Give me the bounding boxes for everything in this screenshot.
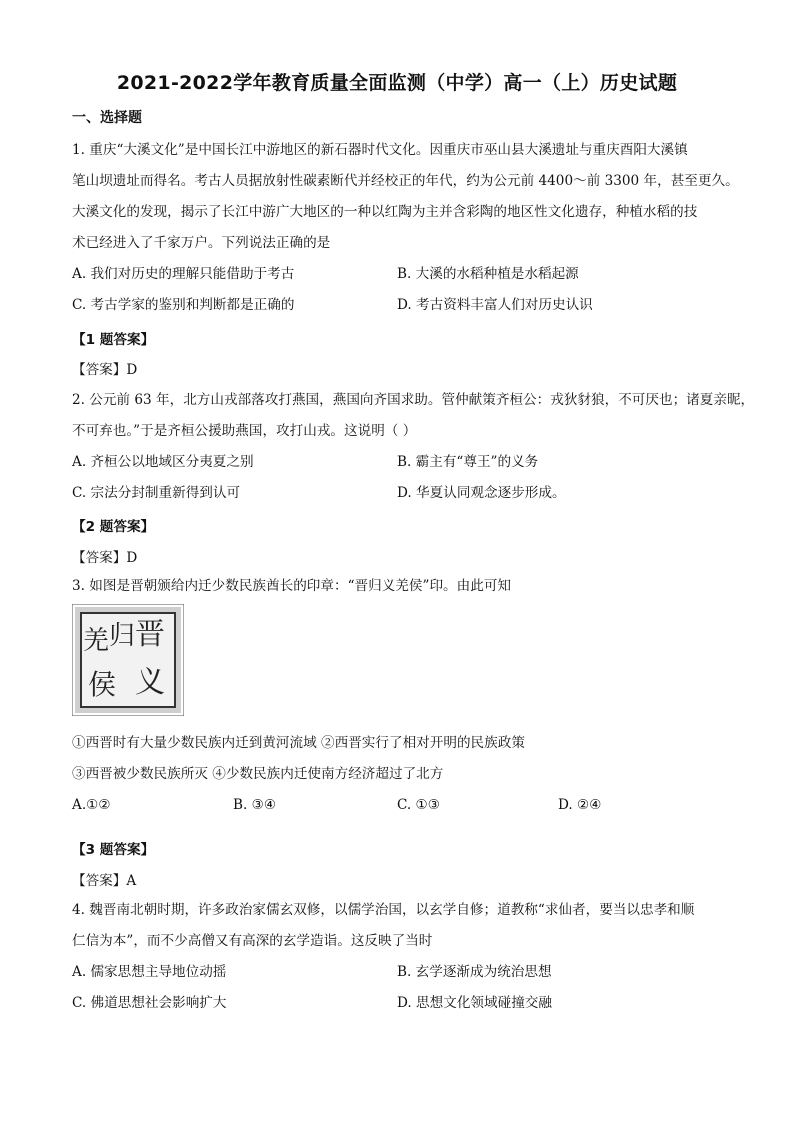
q1-line-4: 术已经进入了千家万户。下列说法正确的是 <box>72 235 331 251</box>
exam-title: 2021-2022学年教育质量全面监测（中学）高一（上）历史试题 <box>116 72 678 94</box>
seal-image <box>72 604 184 716</box>
q3-option-c: C. ①③ <box>397 797 440 813</box>
q1-answer: 【答案】D <box>72 362 138 378</box>
q2-line-1: 2. 公元前 63 年，北方山戎部落攻打燕国，燕国向齐国求助。管仲献策齐桓公：戎狄豺狼，不可厌也；诸夏亲昵， <box>72 392 755 408</box>
q4-option-b: B. 玄学逐渐成为统治思想 <box>397 964 552 980</box>
seal-char-2: 归 <box>108 621 136 651</box>
q1-option-d: D. 考古资料丰富人们对历史认识 <box>397 297 593 313</box>
q3-line-1: 3. 如图是晋朝颁给内迁少数民族酋长的印章：“晋归义羌侯”印。由此可知 <box>72 578 512 594</box>
section-heading: 一、选择题 <box>72 110 142 126</box>
q2-answer-heading: 【2 题答案】 <box>72 519 155 535</box>
q3-answer-heading: 【3 题答案】 <box>72 842 155 858</box>
q1-option-c: C. 考古学家的鉴别和判断都是正确的 <box>72 297 295 313</box>
q1-line-3: 大溪文化的发现，揭示了长江中游广大地区的一种以红陶为主并含彩陶的地区性文化遗存，种植水稻的技 <box>72 204 698 220</box>
q3-option-b: B. ③④ <box>233 797 277 813</box>
q2-option-c: C. 宗法分封制重新得到认可 <box>72 485 241 501</box>
seal-char-3: 义 <box>135 665 165 700</box>
q3-option-d: D. ②④ <box>558 797 602 813</box>
q2-option-d: D. 华夏认同观念逐步形成。 <box>397 485 566 501</box>
q3-answer: 【答案】A <box>72 873 137 889</box>
q1-option-a: A. 我们对历史的理解只能借助于考古 <box>72 266 295 282</box>
q4-option-d: D. 思想文化领域碰撞交融 <box>397 995 552 1011</box>
q3-statement-1: ①西晋时有大量少数民族内迁到黄河流域 ②西晋实行了相对开明的民族政策 <box>72 735 525 751</box>
q2-line-2: 不可弃也。”于是齐桓公援助燕国，攻打山戎。这说明（ ） <box>72 423 417 439</box>
q4-line-1: 4. 魏晋南北朝时期，许多政治家儒玄双修，以儒学治国，以玄学自修；道教称“求仙者，要当以忠孝和顺 <box>72 902 695 918</box>
seal-char-4: 羌 <box>82 626 110 656</box>
q2-option-a: A. 齐桓公以地域区分夷夏之别 <box>72 454 254 470</box>
q1-line-2: 笔山坝遗址而得名。考古人员据放射性碳素断代并经校正的年代，约为公元前 4400～前 3300 年，甚至更久。 <box>72 173 739 189</box>
q4-option-a: A. 儒家思想主导地位动摇 <box>72 964 227 980</box>
seal-char-1: 晋 <box>135 617 165 652</box>
q2-answer: 【答案】D <box>72 550 138 566</box>
seal-svg <box>72 604 184 716</box>
q3-option-a: A.①② <box>72 797 111 813</box>
q4-option-c: C. 佛道思想社会影响扩大 <box>72 995 227 1011</box>
q1-option-b: B. 大溪的水稻种植是水稻起源 <box>397 266 579 282</box>
q4-line-2: 仁信为本”，而不少高僧又有高深的玄学造诣。这反映了当时 <box>72 933 433 949</box>
q1-line-1: 1. 重庆“大溪文化”是中国长江中游地区的新石器时代文化。因重庆市巫山县大溪遗址与重庆酉阳大溪镇 <box>72 142 688 158</box>
q3-statement-2: ③西晋被少数民族所灭 ④少数民族内迁使南方经济超过了北方 <box>72 766 444 782</box>
q2-option-b: B. 霸主有“尊王”的义务 <box>397 454 539 470</box>
seal-char-5: 侯 <box>87 668 117 701</box>
q1-answer-heading: 【1 题答案】 <box>72 332 155 348</box>
